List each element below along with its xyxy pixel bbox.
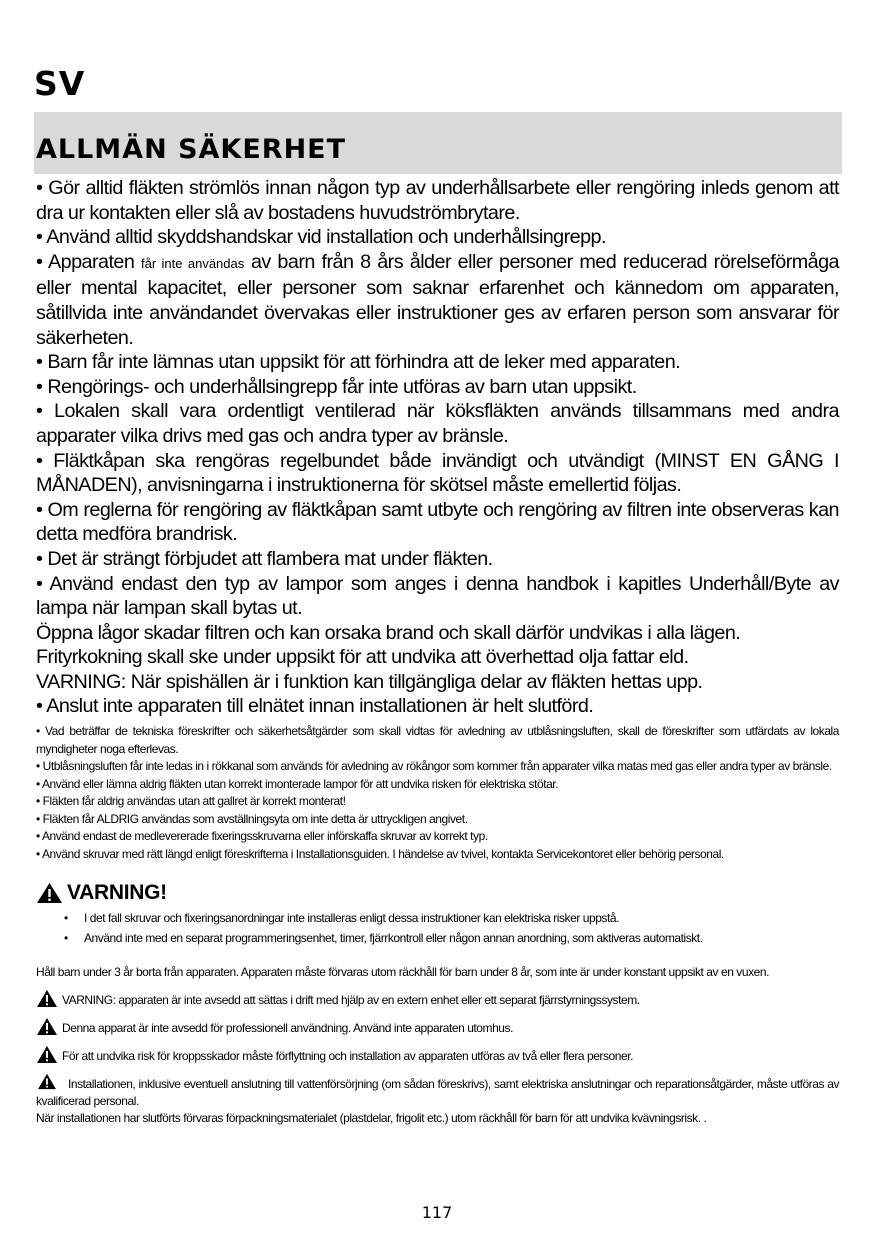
safety-content: [36, 176, 839, 1127]
safety-item-start: • Apparaten: [36, 250, 135, 273]
general-safety-list: [36, 176, 839, 719]
bullet: •: [64, 911, 68, 926]
warning-list-text: Använd inte med en separat programmeringsenhet, timer, fjärrkontroll eller någon annan anordning, som aktiveras automatiskt.: [84, 931, 703, 946]
language-code: SV: [34, 64, 86, 103]
safety-item: • Lokalen skall vara ordentligt ventilerad när köksfläkten används tillsammans med andra apparater vilka drivs med gas och andra typer av bränsle.: [36, 400, 839, 447]
warning-triangle-icon: [36, 1017, 58, 1036]
warning-list: [36, 908, 839, 948]
safety-item: • Använd endast den typ av lampor som anges i denna handbok i kapitles Underhåll/Byte av lampa när lampan skall bytas ut.: [36, 572, 839, 620]
warning-line: [36, 1017, 839, 1037]
technical-item: • Använd endast de medlevererade fixeringsskruvarna eller införskaffa skruvar av korrekt typ.: [36, 829, 488, 844]
packaging-warning: När installationen har slutförts förvaras förpackningsmaterialet (plastdelar, frigolit etc.) utom räckhåll för barn för att undvika kvävningsrisk. .: [36, 1111, 707, 1126]
warning-triangle-icon: [36, 1045, 58, 1064]
technical-item: • Fläkten får ALDRIG användas som avställningsyta om inte detta är uttryckligen angivet.: [36, 811, 468, 826]
safety-item: • Anslut inte apparaten till elnätet innan installationen är helt slutförd.: [36, 695, 594, 718]
warning-line: [36, 989, 839, 1009]
safety-item: • Det är strängt förbjudet att flambera mat under fläkten.: [36, 547, 493, 570]
technical-item: • Använd eller lämna aldrig fläkten utan korrekt imonterade lampor för att undvika risken för elektriska stötar.: [36, 776, 559, 791]
warning-line-text: Installationen, inklusive eventuell anslutning till vattenförsörjning (om sådan föreskrivs), samt elektriska anslutningar och reparationsåtgärder, måste utföras av kvalificerad personal.: [36, 1077, 839, 1109]
warning-triangle-icon: [36, 1073, 58, 1090]
warning-triangle-icon: [36, 882, 63, 904]
warning-line-text: VARNING: apparaten är inte avsedd att sättas i drift med hjälp av en extern enhet eller ett separat fjärrstyrningssystem.: [62, 993, 640, 1008]
warning-line: [36, 1073, 839, 1110]
section-title: ALLMÄN SÄKERHET: [36, 134, 347, 165]
technical-item: • Vad beträffar de tekniska föreskrifter och säkerhetsåtgärder som skall vidtas för avledning av utblåsningsluften, skall de föreskrifter som utfärdats av lokala myndigheter noga efterlevas.: [36, 724, 839, 756]
page-number: 117: [421, 1203, 453, 1222]
warning-line: [36, 1045, 839, 1065]
warning-heading-text: VARNING!: [67, 881, 167, 905]
children-warning: Håll barn under 3 år borta från apparaten. Apparaten måste förvaras utom räckhåll för barn under 8 år, som inte är under konstant uppsikt av en vuxen.: [36, 965, 769, 980]
technical-safety-list: [36, 723, 839, 863]
safety-item: • Barn får inte lämnas utan uppsikt för att förhindra att de leker med apparaten.: [36, 351, 681, 374]
safety-item: Öppna lågor skadar filtren och kan orsaka brand och skall därför undvikas i alla lägen.: [36, 621, 741, 644]
safety-item: • Rengörings- och underhållsingrepp får inte utföras av barn utan uppsikt.: [36, 375, 637, 398]
warning-heading: [36, 881, 839, 905]
technical-item: • Fläkten får aldrig användas utan att gallret är korrekt monterat!: [36, 794, 346, 809]
warning-line-text: För att undvika risk för kroppsskador måste förflyttning och installation av apparaten utföras av två eller flera personer.: [62, 1049, 633, 1064]
warning-triangle-icon: [36, 989, 58, 1008]
warning-list-item: [36, 928, 839, 948]
safety-item-small-text: får inte användas: [141, 255, 245, 271]
safety-item: [36, 250, 839, 350]
safety-item: Frityrkokning skall ske under uppsikt för att undvika att överhettad olja fattar eld.: [36, 646, 689, 669]
safety-item-end: av barn från 8 års ålder eller personer med reducerad rörelseförmåga eller mental kapacitet, eller personer som saknar erfarenhet och kännedom om apparaten, såtillvida inte användandet övervakas eller instruktioner ges av erfaren person som ansvarar för säkerheten.: [36, 250, 840, 349]
warning-line-text: Denna apparat är inte avsedd för professionell användning. Använd inte apparaten utomhus.: [62, 1021, 513, 1036]
safety-item: • Om reglerna för rengöring av fläktkåpan samt utbyte och rengöring av filtren inte observeras kan detta medföra brandrisk.: [36, 498, 839, 546]
warning-list-item: [36, 908, 839, 928]
safety-item: • Gör alltid fläkten strömlös innan någon typ av underhållsarbete eller rengöring inleds genom att dra ur kontakten eller slå av bostadens huvudströmbrytare.: [36, 177, 839, 224]
warning-list-text: I det fall skruvar och fixeringsanordningar inte installeras enligt dessa instruktioner kan elektriska risker uppstå.: [84, 911, 619, 926]
safety-item: • Fläktkåpan ska rengöras regelbundet både invändigt och utvändigt (MINST EN GÅNG I MÅNADEN), anvisningarna i instruktionerna för skötsel måste emellertid följas.: [36, 449, 839, 497]
safety-item: VARNING: När spishällen är i funktion kan tillgängliga delar av fläkten hettas upp.: [36, 670, 703, 693]
safety-item: • Använd alltid skyddshandskar vid installation och underhållsingrepp.: [36, 226, 606, 249]
bullet: •: [64, 931, 68, 946]
technical-item: • Utblåsningsluften får inte ledas in i rökkanal som används för avledning av rökångor som kommer från apparater vilka matas med gas eller andra typer av bränsle.: [36, 759, 832, 774]
technical-item: • Använd skruvar med rätt längd enligt föreskrifterna i Installationsguiden. I händelse av tvivel, kontakta Servicekontoret eller behörig personal.: [36, 846, 724, 861]
